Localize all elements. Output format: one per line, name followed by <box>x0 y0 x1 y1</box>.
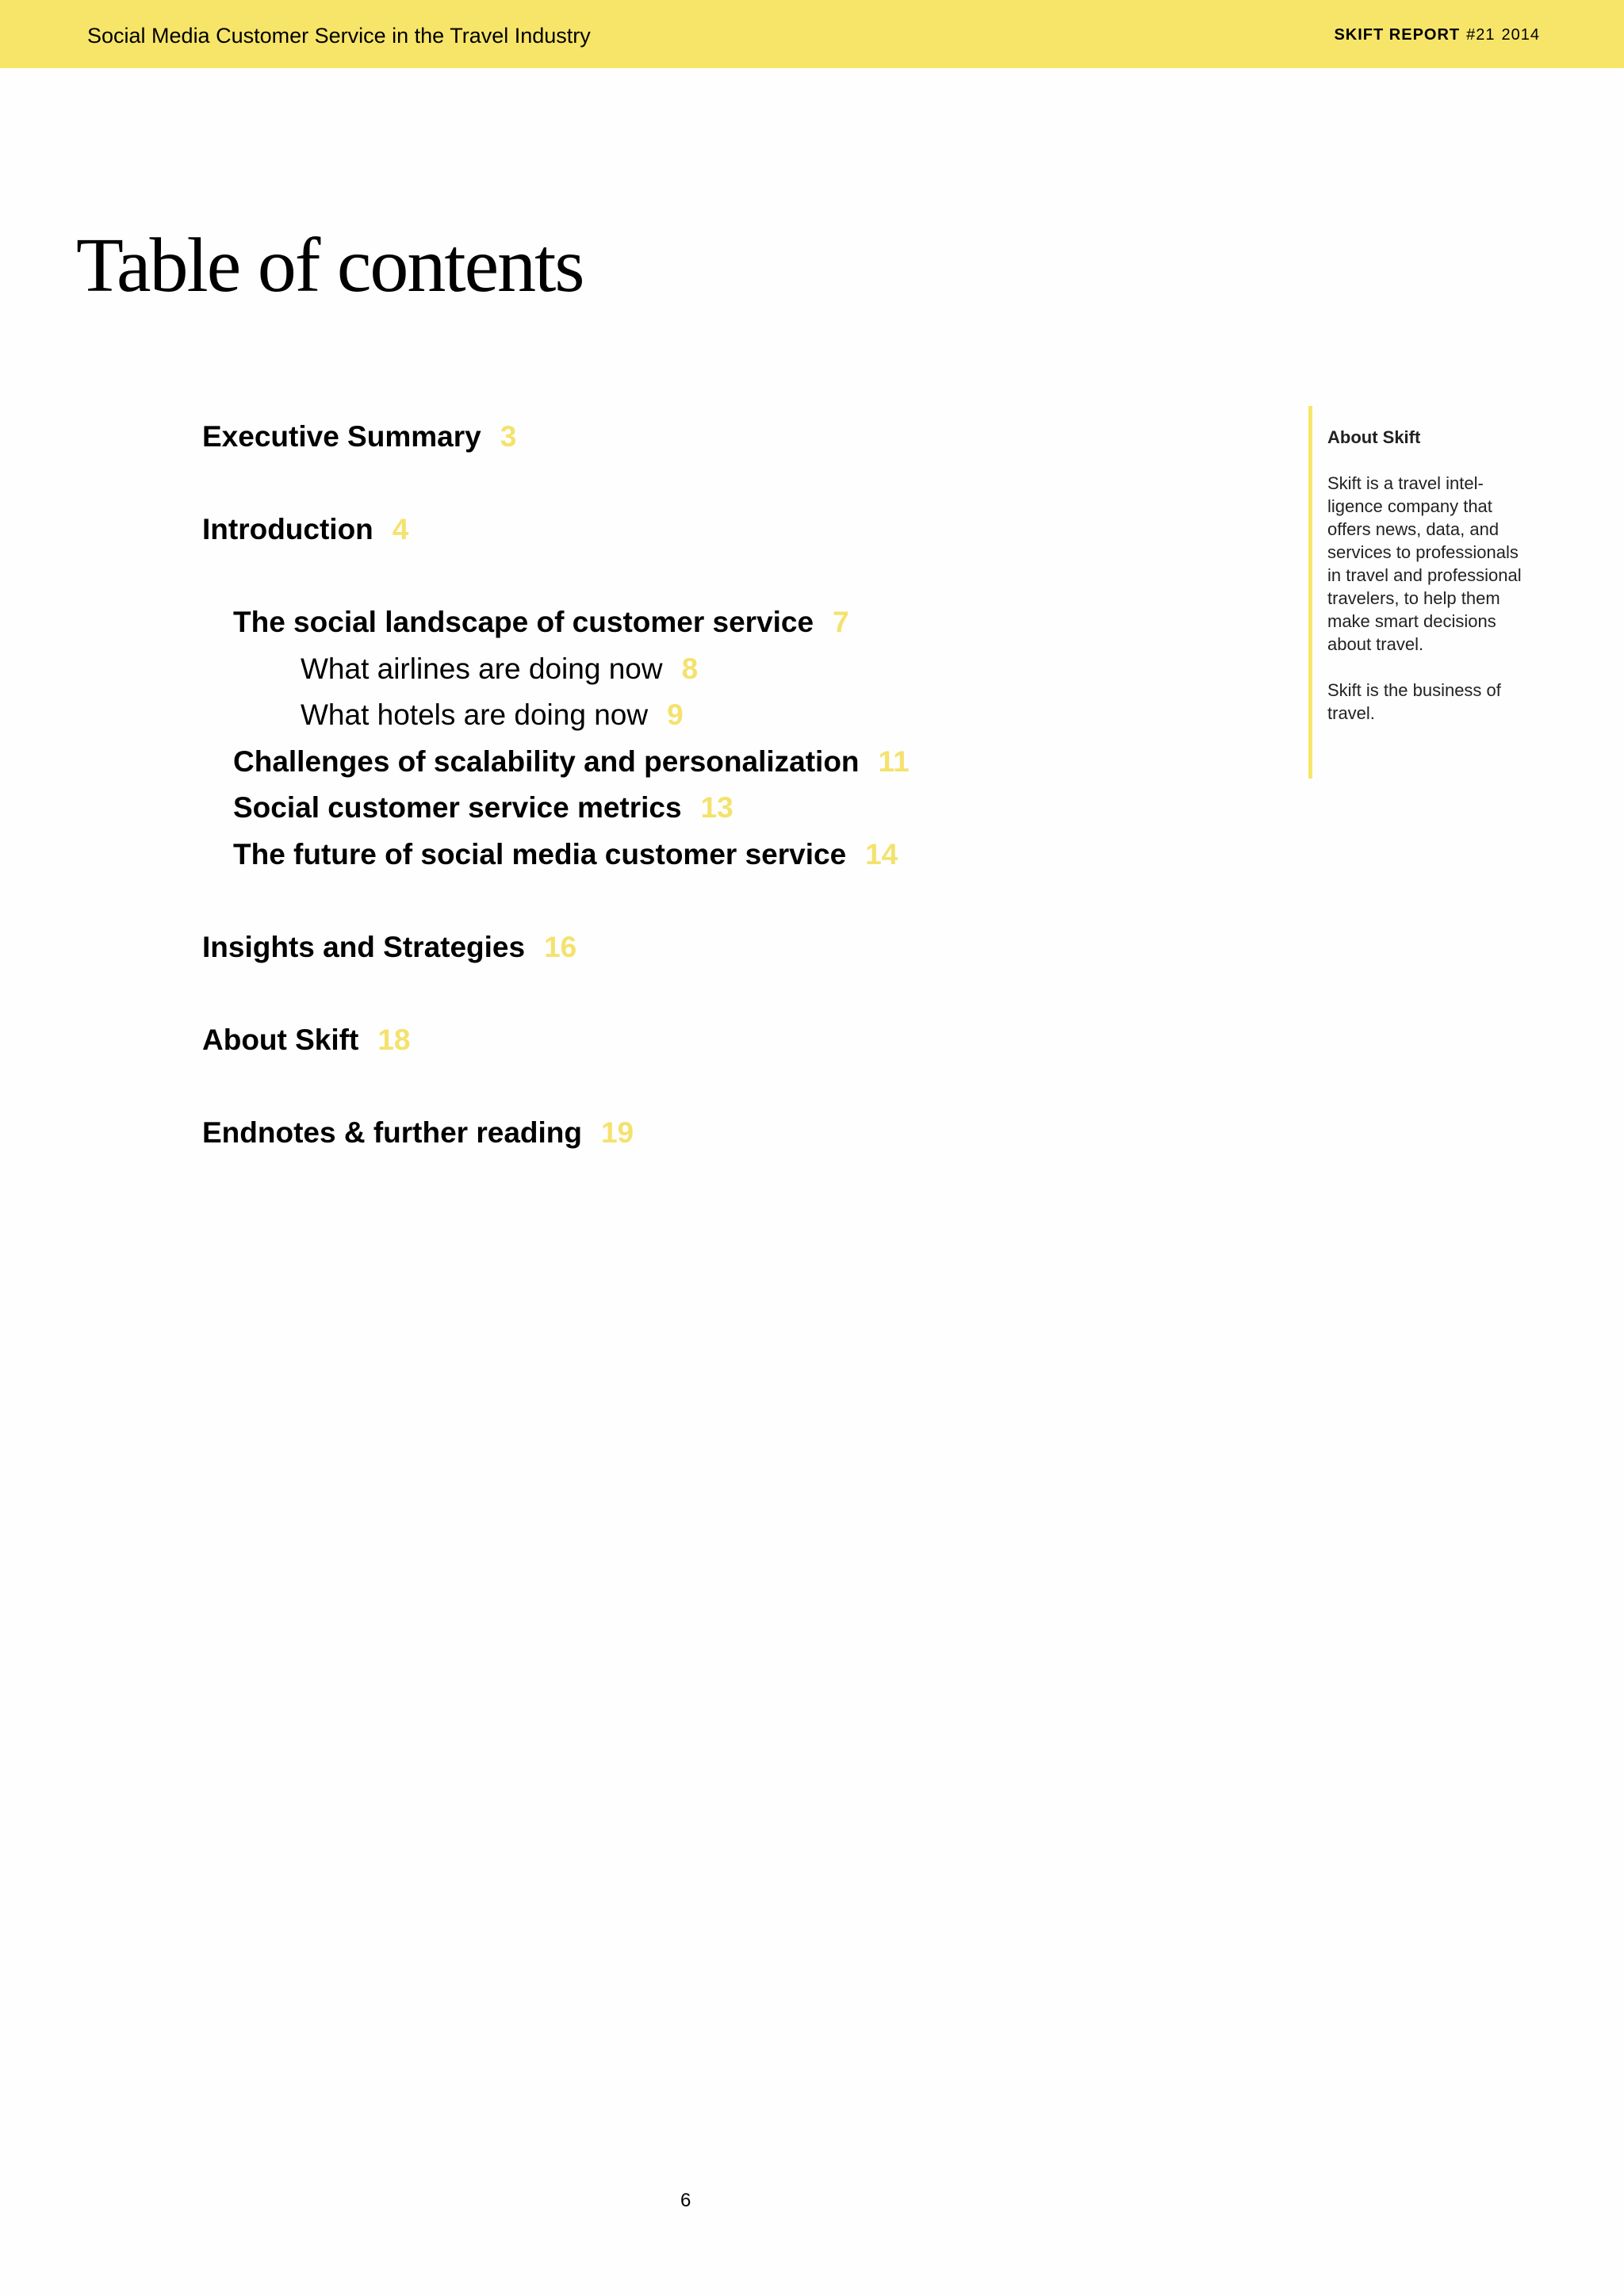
sidebar-text-line: ligence company that <box>1327 496 1492 516</box>
sidebar-text-line: Skift is a travel intel- <box>1327 473 1484 493</box>
header-bar <box>0 0 1624 68</box>
sidebar-text-line: offers news, data, and <box>1327 519 1500 539</box>
toc-entry-social-landscape[interactable] <box>233 603 849 641</box>
sidebar-text-line: Skift is the business of <box>1327 680 1501 700</box>
toc-entry-label: The social landscape of customer service <box>233 606 814 638</box>
sidebar-text-line: in travel and professional <box>1327 565 1522 585</box>
report-brand: SKIFT REPORT <box>1334 26 1461 44</box>
toc-entry-label: The future of social media customer service <box>233 838 847 871</box>
sidebar-heading: About Skift <box>1327 427 1421 447</box>
report-year: 2014 <box>1501 26 1540 44</box>
toc-entry-label: About Skift <box>202 1024 359 1056</box>
sidebar-text-line: services to professionals <box>1327 542 1519 562</box>
toc-entry-page: 13 <box>700 791 733 824</box>
toc-entry-introduction[interactable] <box>202 511 408 549</box>
toc-entry-label: Endnotes & further reading <box>202 1116 582 1149</box>
toc-entry-page: 4 <box>392 513 409 545</box>
toc-entry-page: 18 <box>377 1024 411 1056</box>
toc-entry-label: Insights and Strategies <box>202 931 526 963</box>
toc-entry-page: 19 <box>600 1116 634 1149</box>
toc-entry-airlines[interactable] <box>301 650 698 688</box>
sidebar-text-line: travel. <box>1327 703 1375 723</box>
page-title: Table of contents <box>76 223 584 308</box>
toc-entry-label: What hotels are doing now <box>301 698 649 731</box>
sidebar-text-line: about travel. <box>1327 634 1424 654</box>
toc-entry-label: Executive Summary <box>202 420 481 453</box>
report-issue-number: #21 <box>1466 26 1496 44</box>
toc-entry-page: 3 <box>500 420 517 453</box>
sidebar-text-line: make smart decisions <box>1327 611 1496 631</box>
toc-entry-label: Introduction <box>202 513 373 545</box>
toc-entry-label: Challenges of scalability and personalization <box>233 745 860 778</box>
toc-entry-label: Social customer service metrics <box>233 791 682 824</box>
toc-entry-metrics[interactable] <box>233 789 733 827</box>
report-issue-label <box>1334 24 1540 46</box>
sidebar-text-line: travelers, to help them <box>1327 588 1500 608</box>
toc-entry-page: 11 <box>878 745 910 778</box>
sidebar-accent-rule <box>1308 406 1312 779</box>
sidebar-body <box>1327 472 1557 725</box>
toc-entry-endnotes[interactable] <box>202 1114 634 1152</box>
toc-entry-future[interactable] <box>233 836 898 874</box>
paragraph-spacer <box>1327 656 1557 679</box>
toc-entry-label: What airlines are doing now <box>301 652 663 685</box>
report-title: Social Media Customer Service in the Travel Industry <box>87 24 591 48</box>
toc-entry-page: 8 <box>681 652 699 685</box>
toc-entry-hotels[interactable] <box>301 696 684 734</box>
toc-entry-page: 9 <box>667 698 684 731</box>
toc-entry-about-skift[interactable] <box>202 1021 410 1059</box>
page-number: 6 <box>680 2190 691 2211</box>
toc-entry-page: 7 <box>833 606 849 638</box>
toc-entry-challenges[interactable] <box>233 743 910 781</box>
toc-entry-page: 16 <box>544 931 577 963</box>
toc-entry-executive-summary[interactable] <box>202 418 516 456</box>
toc-entry-insights[interactable] <box>202 928 576 966</box>
toc-entry-page: 14 <box>865 838 898 871</box>
